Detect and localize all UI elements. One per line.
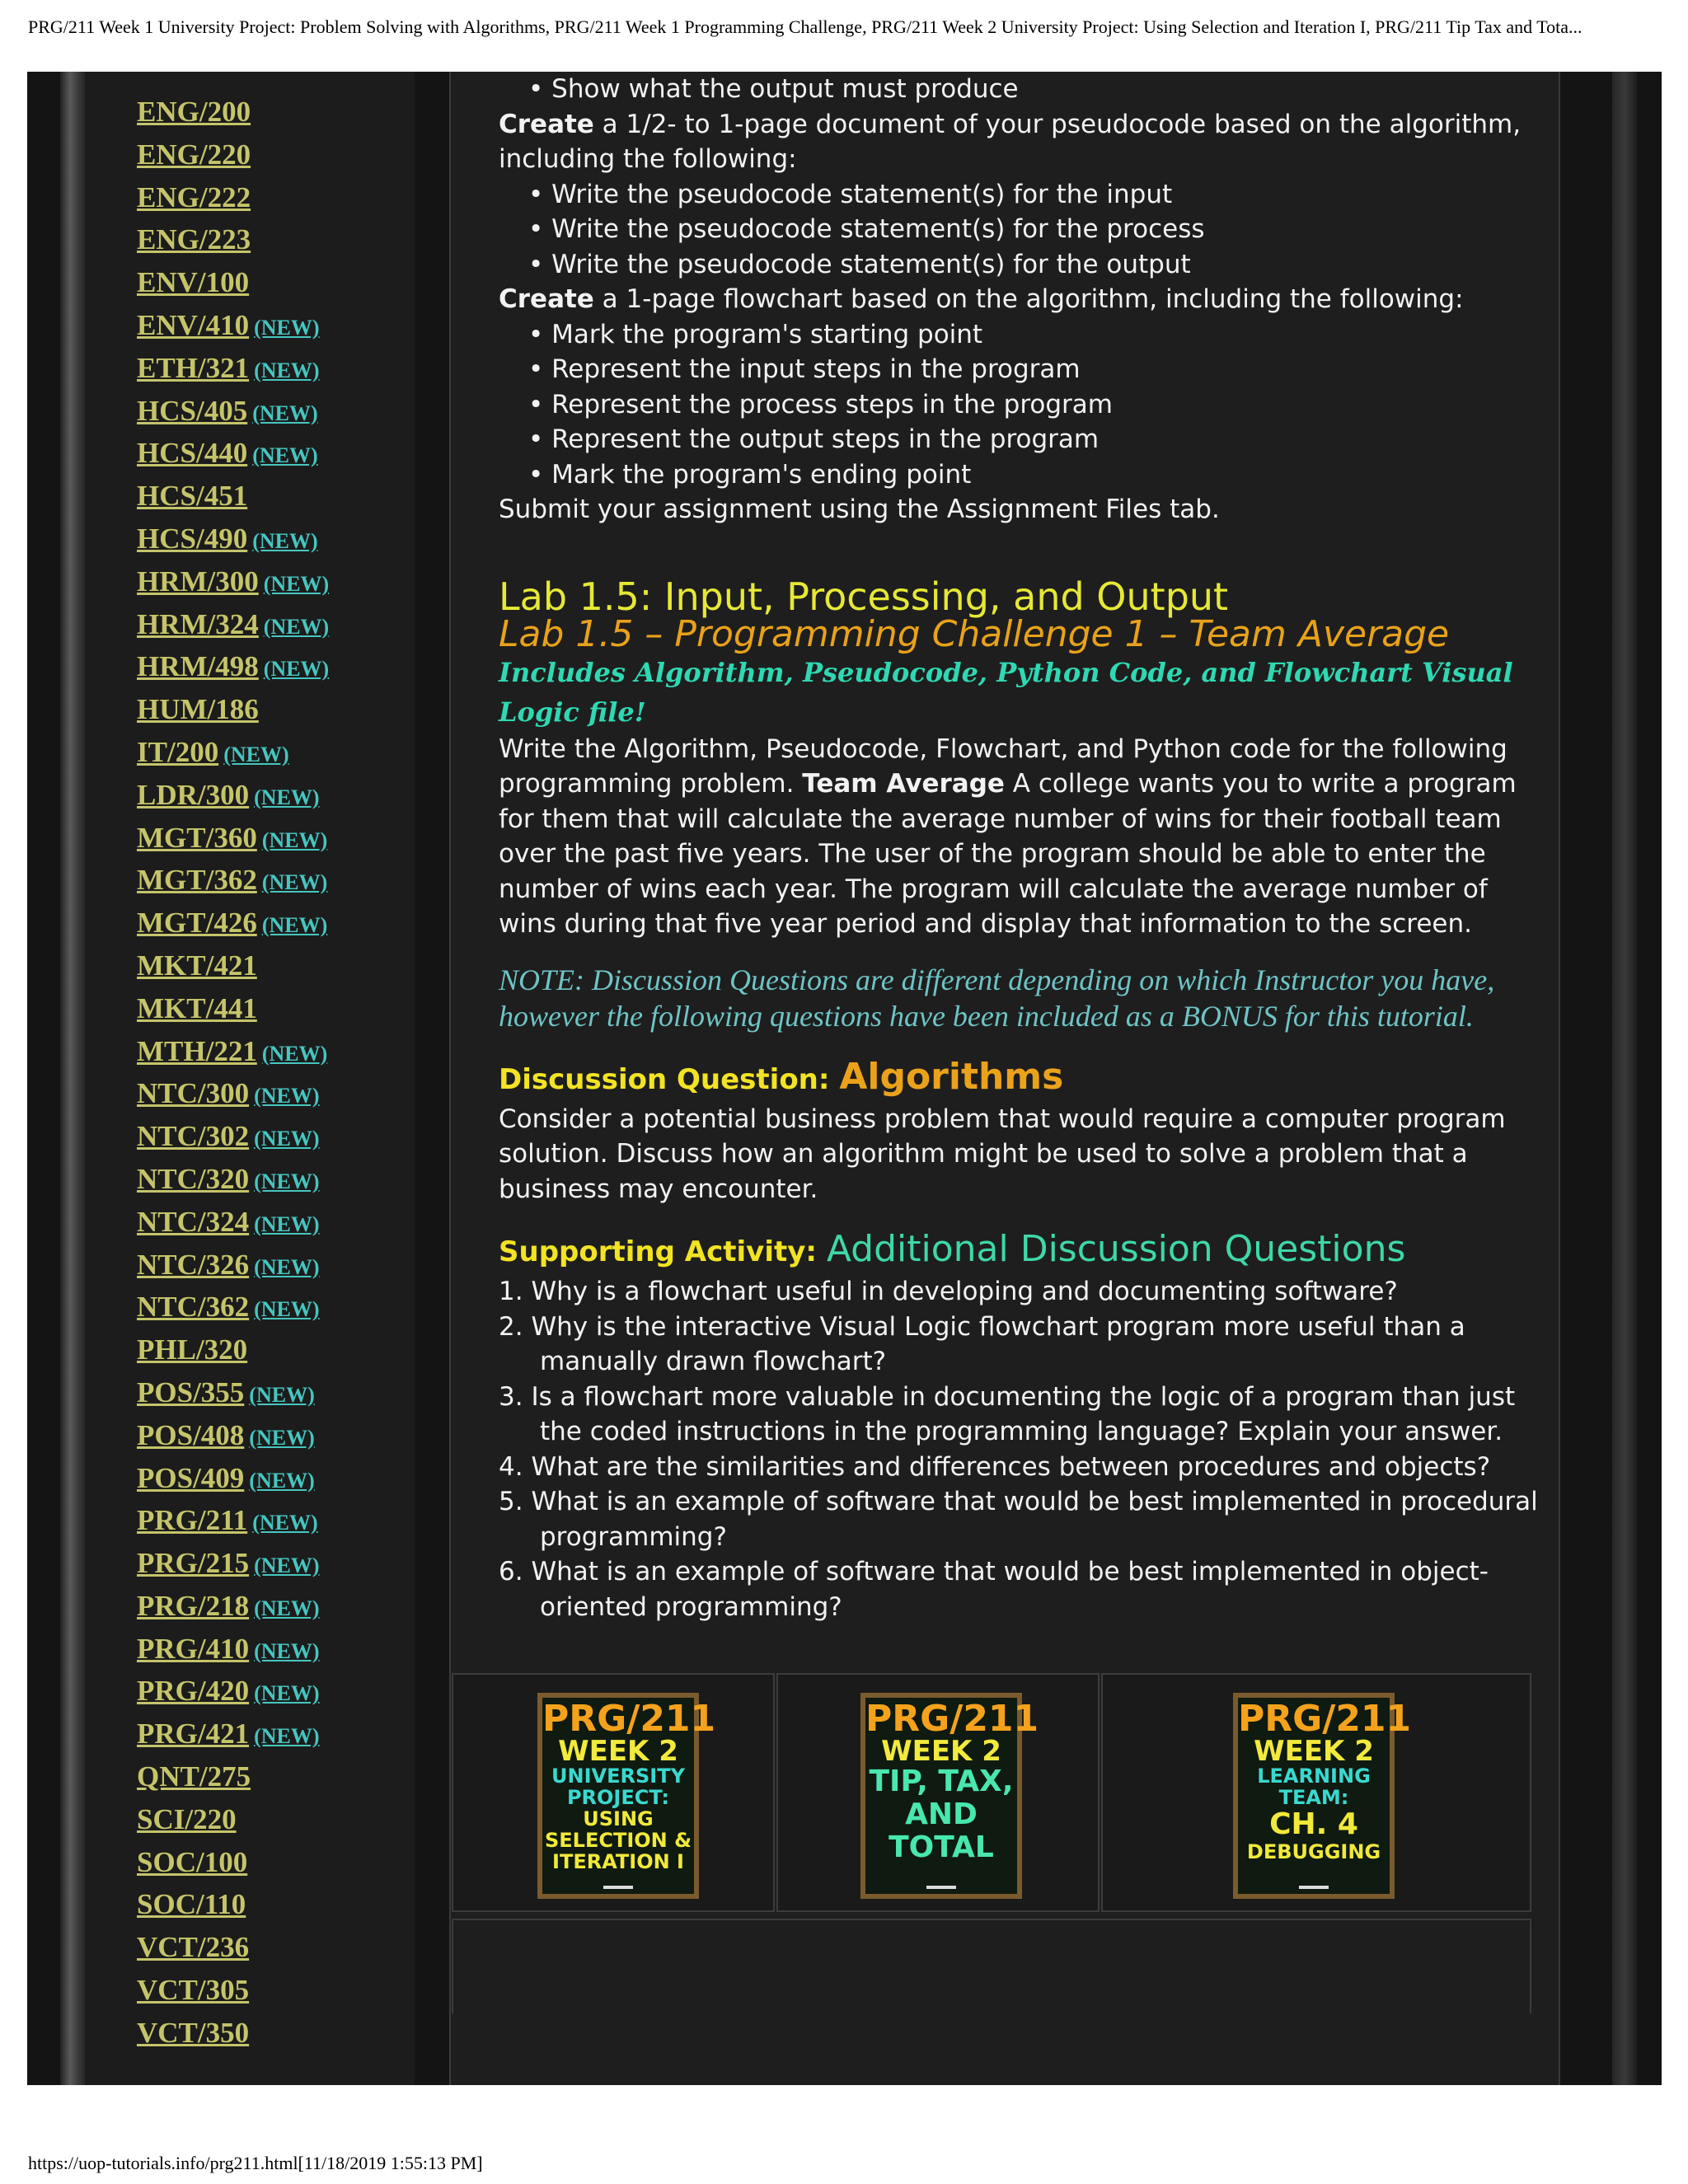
course-item [137,1845,329,1888]
course-item [137,906,329,949]
course-item [137,1674,329,1717]
course-item [137,1546,329,1589]
course-link[interactable]: HRM/324 [137,607,259,640]
course-link[interactable]: PRG/420 [137,1675,250,1708]
course-link[interactable]: ENV/410 [137,308,250,341]
question-text: Why is the interactive Visual Logic flowchart program more useful than a [531,1311,1465,1342]
course-item [137,522,329,565]
question-text: Why is a flowchart useful in developing and documenting software? [531,1277,1398,1306]
course-link[interactable]: HCS/405 [137,394,248,427]
new-badge-link[interactable]: (NEW) [261,913,328,938]
course-item [137,949,329,991]
new-badge-link[interactable]: (NEW) [223,742,289,766]
course-item [137,607,329,650]
question-text: What are the similarities and differences between procedures and objects? [531,1451,1491,1482]
course-link[interactable]: MGT/362 [137,864,257,897]
course-item [137,1290,329,1333]
course-item [137,649,329,692]
course-link[interactable]: PRG/215 [137,1547,250,1580]
new-badge-link[interactable]: (NEW) [252,401,318,425]
question-item [499,1450,1545,1485]
course-item [137,821,329,864]
thumbnail-line: SELECTION & [544,1829,692,1852]
discussion-heading [499,1056,1545,1102]
course-item [137,1162,329,1205]
supporting-title: Additional Discussion Questions [826,1228,1406,1270]
thumbnail-line: UNIVERSITY [551,1765,685,1788]
new-badge-link[interactable]: (NEW) [254,1127,320,1151]
chalkboard-thumbnail-link[interactable] [860,1693,1039,1899]
new-badge-link[interactable]: (NEW) [254,1638,320,1663]
course-link[interactable]: ETH/321 [137,351,250,384]
thumbnail-cell [1101,1673,1531,1912]
course-list [137,95,329,2059]
course-link[interactable]: ENG/223 [137,223,251,256]
course-link[interactable]: HRM/498 [137,650,259,683]
course-link[interactable]: PHL/320 [137,1333,248,1366]
thumbnail-row [452,1673,1531,1912]
course-item [137,1076,329,1119]
lab-includes: Includes Algorithm, Pseudocode, Python Code, and Flowchart Visual Logic file! [499,656,1513,728]
course-item [137,1632,329,1675]
new-badge-link[interactable]: (NEW) [254,1297,320,1322]
course-item [137,1887,329,1930]
left-border-decoration [60,72,85,2085]
thumbnail-line: USING [583,1807,654,1830]
thumbnail-cell [452,1673,775,1912]
course-link[interactable]: PRG/410 [137,1632,250,1665]
thumbnail-line: LEARNING TEAM: [1257,1765,1371,1809]
course-item [137,1760,329,1802]
new-badge-link[interactable]: (NEW) [249,1468,315,1493]
question-number: 1. [499,1277,523,1306]
right-border-decoration [1612,72,1637,2085]
empty-content-box [452,1919,1531,2013]
create-flowchart-instruction [499,282,1545,317]
create-label: Create [499,109,594,139]
content-text [499,72,1545,1624]
course-item [137,1205,329,1248]
bullet-item: • Represent the input steps in the program [499,352,1545,387]
bullet-item: • Mark the program's starting point [499,317,1545,353]
new-badge-link[interactable]: (NEW) [254,785,320,809]
new-badge-link[interactable]: (NEW) [249,1382,315,1407]
course-link[interactable]: VCT/305 [137,1974,250,2007]
course-item [137,351,329,394]
course-item [137,863,329,906]
course-item [137,1930,329,1973]
course-item [137,308,329,351]
course-item [137,479,329,522]
lab-desc-text: A college wants you to write a program for them that will calculate the average number of wins for their football team over the past five years. The user of the program should be able to enter the number of wins each year. The program will calculate the average number of wins during that five year period and display that information to the screen. [499,769,1517,939]
discussion-label: Discussion Question: [499,1062,840,1096]
new-badge-link[interactable]: (NEW) [254,1084,320,1108]
course-item [137,1717,329,1760]
bullet-item: • Write the pseudocode statement(s) for the process [499,212,1545,247]
course-item [137,1418,329,1461]
thumbnail-line: PROJECT: [566,1786,670,1809]
course-link[interactable]: NTC/302 [137,1120,250,1153]
create-document-instruction [499,107,1545,177]
lab-desc-bold: Team Average [802,769,1005,799]
course-item [137,223,329,265]
course-link[interactable]: ENG/222 [137,180,251,213]
course-link[interactable]: ENV/100 [137,266,250,299]
new-badge-link[interactable]: (NEW) [263,614,330,639]
question-number: 4. [499,1451,523,1482]
question-text: What is an example of software that would be best implemented in object- [531,1557,1489,1586]
course-item [137,1802,329,1845]
new-badge-link[interactable]: (NEW) [254,1724,320,1749]
new-badge-link[interactable]: (NEW) [261,1041,328,1066]
lab-subtitle: Lab 1.5 – Programming Challenge 1 – Team Average [499,612,1450,655]
question-text-continued: oriented programming? [540,1591,842,1622]
question-item [499,1380,1545,1450]
create-text: a 1/2- to 1-page document of your pseudocode based on the algorithm, including the following: [499,109,1522,174]
question-item [499,1484,1545,1554]
new-badge-link[interactable]: (NEW) [263,657,330,682]
course-item [137,138,329,180]
course-link[interactable]: QNT/275 [137,1760,251,1793]
question-text-continued: programming? [540,1521,727,1552]
thumbnail-course: PRG/211 [1238,1698,1412,1740]
thumbnail-cell [776,1673,1100,1912]
course-item [137,1248,329,1291]
course-item [137,265,329,308]
course-item [137,565,329,607]
course-link[interactable]: MGT/360 [137,821,257,854]
course-link[interactable]: SOC/110 [137,1888,246,1921]
course-link[interactable]: NTC/326 [137,1248,250,1281]
page-footer-url: https://uop-tutorials.info/prg211.html[11/18/2019 1:55:13 PM] [28,2153,483,2173]
course-link[interactable]: LDR/300 [137,778,250,811]
course-link[interactable]: MTH/221 [137,1034,257,1067]
page-header-title: PRG/211 Week 1 University Project: Problem Solving with Algorithms, PRG/211 Week 1 Programming Challenge, PRG/211 Week 2 University Project: Using Selection and Iteration I, PRG/211 Tip Tax and Tota... [28,16,1582,37]
new-badge-link[interactable]: (NEW) [261,827,328,852]
chalkboard-thumbnail-link[interactable] [1233,1693,1412,1899]
question-number: 3. [499,1381,523,1412]
new-badge-link[interactable]: (NEW) [254,1554,320,1578]
new-badge-link[interactable]: (NEW) [252,1511,318,1535]
bullet-item: • Represent the output steps in the program [499,422,1545,457]
course-item [137,1589,329,1632]
course-item [137,2016,329,2059]
supporting-label: Supporting Activity: [499,1235,827,1268]
thumbnail-line: ITERATION I [552,1850,684,1873]
course-link[interactable]: NTC/320 [137,1162,250,1195]
course-link[interactable]: NTC/362 [137,1291,250,1324]
new-badge-link[interactable]: (NEW) [261,870,328,895]
course-item [137,778,329,821]
course-link[interactable]: VCT/236 [137,1931,250,1964]
course-item [137,1461,329,1504]
lab-desc-text: Write the Algorithm, Pseudocode, Flowchart, and Python code for the following programming problem. [499,733,1507,799]
create-label: Create [499,284,594,314]
course-item [137,692,329,735]
course-item [137,180,329,223]
course-link[interactable]: NTC/324 [137,1205,250,1238]
course-link[interactable]: NTC/300 [137,1077,250,1110]
new-badge-link[interactable]: (NEW) [254,1254,320,1279]
chalkboard-thumbnail-link[interactable] [537,1693,716,1899]
course-link[interactable]: PRG/211 [137,1504,248,1537]
course-item [137,1119,329,1162]
thumbnail-course: PRG/211 [542,1698,716,1740]
thumbnail-week: WEEK 2 [558,1735,678,1768]
course-item [137,991,329,1034]
course-item [137,1333,329,1376]
thumbnail-line: AND [905,1797,978,1831]
lab-description [499,732,1545,942]
lab-title: Lab 1.5: Input, Processing, and Output [499,574,1229,619]
question-text: What is an example of software that would be best implemented in procedural [531,1487,1538,1516]
course-item [137,1376,329,1418]
course-link[interactable]: IT/200 [137,735,219,768]
thumbnail-week: WEEK 2 [881,1735,1001,1768]
bullet-item: • Represent the process steps in the program [499,387,1545,423]
course-link[interactable]: PRG/421 [137,1718,250,1750]
thumbnail-line: TOTAL [889,1830,994,1864]
bullet-item: • Show what the output must produce [499,72,1545,107]
new-badge-link[interactable]: (NEW) [254,1596,320,1620]
course-link[interactable]: POS/408 [137,1418,245,1451]
chalk-icon [926,1886,956,1889]
thumbnail-week: WEEK 2 [1254,1735,1374,1768]
course-item [137,735,329,778]
course-item [137,95,329,138]
bullet-item: • Mark the program's ending point [499,457,1545,493]
course-link[interactable]: HUM/186 [137,693,259,726]
course-link[interactable]: HRM/300 [137,565,259,598]
course-link[interactable]: ENG/220 [137,138,251,171]
course-link[interactable]: MKT/421 [137,949,257,982]
new-badge-link[interactable]: (NEW) [254,1212,320,1236]
discussion-title: Algorithms [839,1055,1064,1098]
bonus-note: NOTE: Discussion Questions are different depending on which Instructor you have, however the following questions have been included as a BONUS for this tutorial. [499,963,1495,1033]
question-item [499,1310,1545,1380]
new-badge-link[interactable]: (NEW) [249,1425,315,1450]
course-item [137,436,329,479]
new-badge-link[interactable]: (NEW) [252,443,318,468]
chalk-icon [603,1886,633,1889]
course-link[interactable]: SOC/100 [137,1845,248,1878]
chalk-icon [1299,1886,1329,1889]
course-item [137,1973,329,2016]
bullet-item: • Write the pseudocode statement(s) for the output [499,247,1545,283]
course-link[interactable]: POS/355 [137,1376,245,1408]
question-number: 2. [499,1311,523,1342]
course-sidebar [85,72,415,2085]
course-link[interactable]: MKT/441 [137,991,257,1024]
supporting-heading [499,1228,1545,1274]
bullet-item: • Write the pseudocode statement(s) for the input [499,177,1545,213]
question-number: 5. [499,1487,523,1516]
course-link[interactable]: VCT/350 [137,2016,250,2049]
question-text-continued: manually drawn flowchart? [540,1347,887,1376]
course-link[interactable]: HCS/490 [137,522,248,555]
course-link[interactable]: PRG/218 [137,1589,250,1622]
course-item [137,1503,329,1546]
thumbnail-course: PRG/211 [865,1698,1039,1740]
course-link[interactable]: ENG/200 [137,96,251,128]
new-badge-link[interactable]: (NEW) [254,1681,320,1706]
course-item [137,1034,329,1077]
course-link[interactable]: HCS/440 [137,437,248,470]
new-badge-link[interactable]: (NEW) [254,315,320,340]
new-badge-link[interactable]: (NEW) [254,1169,320,1193]
course-link[interactable]: SCI/220 [137,1802,237,1835]
course-link[interactable]: POS/409 [137,1461,245,1494]
question-text: Is a flowchart more valuable in documenting the logic of a program than just [531,1381,1516,1412]
course-link[interactable]: HCS/451 [137,480,248,513]
thumbnail-line: CH. 4 [1269,1807,1358,1841]
discussion-text: Consider a potential business problem that would require a computer program solution. Discuss how an algorithm might be used to solve a problem that a business may encounter. [499,1104,1506,1204]
new-badge-link[interactable]: (NEW) [254,358,320,382]
new-badge-link[interactable]: (NEW) [252,528,318,553]
thumbnail-line: TIP, TAX, [869,1765,1014,1798]
new-badge-link[interactable]: (NEW) [263,571,330,596]
question-number: 6. [499,1557,523,1586]
course-link[interactable]: MGT/426 [137,907,257,940]
create-text: a 1-page flowchart based on the algorithm, including the following: [593,284,1464,314]
submit-instruction: Submit your assignment using the Assignment Files tab. [499,494,1220,524]
thumbnail-line: DEBUGGING [1246,1840,1381,1863]
question-item [499,1554,1545,1624]
question-text-continued: the coded instructions in the programming language? Explain your answer. [540,1417,1503,1446]
question-list [499,1274,1545,1624]
question-item [499,1274,1545,1310]
course-item [137,394,329,437]
